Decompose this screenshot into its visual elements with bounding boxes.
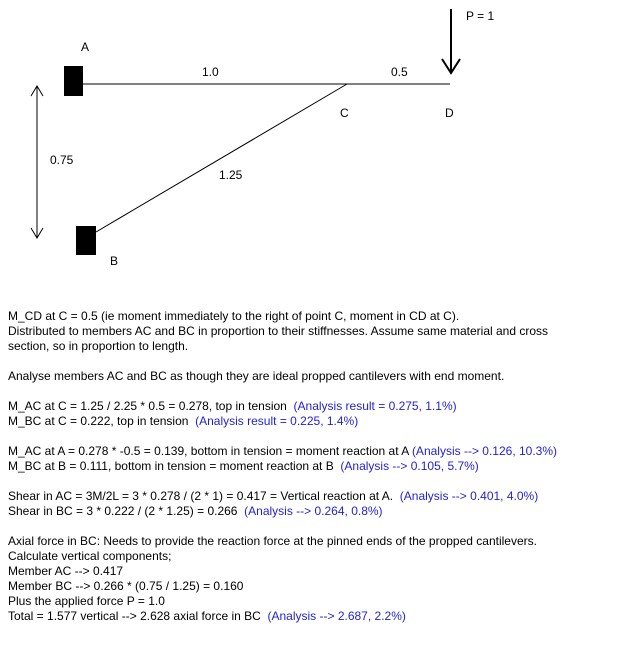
height-dimension-arrow bbox=[31, 86, 43, 238]
node-label-b: B bbox=[110, 254, 119, 268]
node-label-c: C bbox=[340, 106, 349, 120]
load-arrow bbox=[442, 9, 460, 73]
node-label-a: A bbox=[81, 40, 90, 54]
member-bc bbox=[96, 84, 347, 232]
analysis-result: (Analysis --> 2.687, 2.2%) bbox=[267, 609, 406, 623]
note-line bbox=[8, 609, 632, 624]
length-label-ac: 1.0 bbox=[202, 65, 219, 79]
node-label-d: D bbox=[445, 106, 454, 120]
note-line bbox=[8, 504, 632, 519]
load-label: P = 1 bbox=[466, 9, 495, 23]
note-line: Plus the applied force P = 1.0 bbox=[8, 594, 165, 608]
height-label-ab: 0.75 bbox=[50, 153, 74, 167]
analysis-result: (Analysis result = 0.275, 1.1%) bbox=[293, 399, 457, 413]
note-line: Analyse members AC and BC as though they are ideal propped cantilevers with end moment. bbox=[8, 369, 505, 383]
note-text: Shear in AC = 3M/2L = 3 * 0.278 / (2 * 1) = 0.417 = Vertical reaction at A. bbox=[8, 489, 394, 503]
note-line bbox=[8, 489, 632, 504]
analysis-result: (Analysis --> 0.401, 4.0%) bbox=[399, 489, 539, 503]
analysis-result: (Analysis --> 0.126, 10.3%) bbox=[411, 444, 558, 458]
note-line: Distributed to members AC and BC in proportion to their stiffnesses. Assume same material and cross bbox=[8, 324, 549, 338]
analysis-result: (Analysis --> 0.264, 0.8%) bbox=[244, 504, 383, 518]
length-label-bc: 1.25 bbox=[219, 168, 243, 182]
note-line: M_CD at C = 0.5 (ie moment immediately to the right of point C, moment in CD at C). bbox=[8, 309, 460, 323]
note-line: Member AC --> 0.417 bbox=[8, 564, 124, 578]
note-text: M_AC at C = 1.25 / 2.25 * 0.5 = 0.278, top in tension bbox=[8, 399, 287, 413]
note-text: Shear in BC = 3 * 0.222 / (2 * 1.25) = 0.266 bbox=[8, 504, 238, 518]
note-text: M_BC at C = 0.222, top in tension bbox=[8, 414, 189, 428]
support-a bbox=[64, 66, 83, 96]
note-line: Axial force in BC: Needs to provide the reaction force at the pinned ends of the propped cantilevers. bbox=[8, 534, 537, 548]
analysis-result: (Analysis result = 0.225, 1.4%) bbox=[195, 414, 359, 428]
analysis-result: (Analysis --> 0.105, 5.7%) bbox=[340, 459, 479, 473]
note-text: M_BC at B = 0.111, bottom in tension = moment reaction at B bbox=[8, 459, 334, 473]
length-label-cd: 0.5 bbox=[391, 65, 408, 79]
calculation-notes bbox=[8, 309, 632, 624]
support-b bbox=[76, 226, 96, 255]
note-line bbox=[8, 444, 632, 459]
note-line bbox=[8, 414, 632, 429]
note-line bbox=[8, 459, 632, 474]
frame-diagram bbox=[0, 0, 636, 300]
note-text: M_AC at A = 0.278 * -0.5 = 0.139, bottom in tension = moment reaction at A bbox=[8, 444, 409, 458]
note-line: section, so in proportion to length. bbox=[8, 339, 189, 353]
note-line: Calculate vertical components; bbox=[8, 549, 172, 563]
note-line: Member BC --> 0.266 * (0.75 / 1.25) = 0.160 bbox=[8, 579, 244, 593]
note-line bbox=[8, 399, 632, 414]
note-text: Total = 1.577 vertical --> 2.628 axial force in BC bbox=[8, 609, 261, 623]
